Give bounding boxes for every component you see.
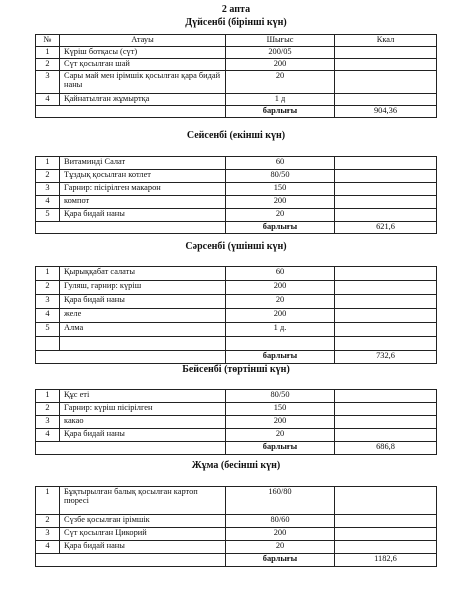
- day-title-monday: Дүйсенбі (бірінші күн): [185, 17, 287, 28]
- total-kcal: 904,36: [335, 106, 437, 118]
- total-spacer: [36, 222, 226, 234]
- dish-name: Алма: [60, 323, 226, 337]
- dish-name: Қара бидай наны: [60, 295, 226, 309]
- table-row: [36, 267, 437, 281]
- dish-kcal: [335, 196, 437, 209]
- row-number: 2: [36, 403, 60, 416]
- menu-table-wednesday: [35, 266, 437, 364]
- table-row: [36, 295, 437, 309]
- dish-name: Витаминді Салат: [60, 157, 226, 170]
- table-row: [36, 416, 437, 429]
- row-number: 1: [36, 487, 60, 515]
- dish-kcal: [335, 323, 437, 337]
- table-row: [36, 170, 437, 183]
- table-row: [36, 323, 437, 337]
- dish-output: 200: [226, 416, 335, 429]
- table-row: [36, 528, 437, 541]
- row-number: 4: [36, 196, 60, 209]
- total-kcal: 621,6: [335, 222, 437, 234]
- row-number: 5: [36, 323, 60, 337]
- col-header-output: Шығыс: [226, 35, 335, 47]
- dish-kcal: [335, 281, 437, 295]
- dish-kcal: [335, 429, 437, 442]
- dish-name: Гуляш, гарнир: күріш: [60, 281, 226, 295]
- dish-output: 20: [226, 429, 335, 442]
- dish-kcal: [335, 309, 437, 323]
- dish-output: 80/60: [226, 515, 335, 528]
- dish-name: Гарнир: күріш пісірілген: [60, 403, 226, 416]
- total-row: [36, 222, 437, 234]
- row-number: 4: [36, 429, 60, 442]
- day-title-thursday: Бейсенбі (төртінші күн): [182, 364, 290, 375]
- table-row: [36, 403, 437, 416]
- dish-kcal: [335, 515, 437, 528]
- dish-name: Қара бидай наны: [60, 541, 226, 554]
- table-row: [36, 309, 437, 323]
- total-label: барлығы: [226, 222, 335, 234]
- menu-table-friday: [35, 486, 437, 567]
- total-spacer: [36, 442, 226, 455]
- dish-output: 200/05: [226, 47, 335, 59]
- dish-name: Сүт қосылған шай: [60, 59, 226, 71]
- table-row: [36, 94, 437, 106]
- dish-output: 80/50: [226, 390, 335, 403]
- dish-output: 80/50: [226, 170, 335, 183]
- table-row: [36, 183, 437, 196]
- dish-output: 20: [226, 541, 335, 554]
- dish-name: Қара бидай наны: [60, 429, 226, 442]
- dish-kcal: [335, 487, 437, 515]
- total-row: [36, 106, 437, 118]
- dish-name: Қырыққабат салаты: [60, 267, 226, 281]
- row-number: 3: [36, 71, 60, 94]
- row-number: 3: [36, 183, 60, 196]
- col-header-number: №: [36, 35, 60, 47]
- total-kcal: 686,8: [335, 442, 437, 455]
- dish-kcal: [335, 416, 437, 429]
- dish-kcal: [335, 390, 437, 403]
- total-spacer: [36, 554, 226, 567]
- col-header-kcal: Ккал: [335, 35, 437, 47]
- dish-kcal: [335, 59, 437, 71]
- dish-name: Тұздық қосылған котлет: [60, 170, 226, 183]
- total-kcal: 732,6: [335, 351, 437, 364]
- dish-name: желе: [60, 309, 226, 323]
- row-number: 2: [36, 281, 60, 295]
- dish-name: Сары май мен ірімшік қосылған қара бидай наны: [60, 71, 226, 94]
- dish-kcal: [335, 157, 437, 170]
- dish-output: 60: [226, 157, 335, 170]
- table-row: [36, 59, 437, 71]
- row-number: 3: [36, 295, 60, 309]
- dish-output: 150: [226, 183, 335, 196]
- dish-kcal: [335, 541, 437, 554]
- dish-output: 150: [226, 403, 335, 416]
- table-row: [36, 71, 437, 94]
- dish-name: Гарнир: пісірілген макарон: [60, 183, 226, 196]
- dish-kcal: [335, 267, 437, 281]
- total-label: барлығы: [226, 351, 335, 364]
- dish-output: 1 д: [226, 94, 335, 106]
- dish-name: Бұқтырылған балық қосылған картоп пюресі: [60, 487, 226, 515]
- dish-output: 200: [226, 196, 335, 209]
- dish-output: 200: [226, 59, 335, 71]
- day-title-tuesday: Сейсенбі (екінші күн): [186, 130, 286, 141]
- dish-output: 200: [226, 309, 335, 323]
- table-header-row: [36, 35, 437, 47]
- table-row: [36, 281, 437, 295]
- row-number: 4: [36, 94, 60, 106]
- total-row: [36, 351, 437, 364]
- dish-kcal: [335, 295, 437, 309]
- table-row: [36, 209, 437, 222]
- table-row: [36, 487, 437, 515]
- menu-table-monday: [35, 34, 437, 118]
- dish-output: 160/80: [226, 487, 335, 515]
- dish-output: 1 д.: [226, 323, 335, 337]
- total-spacer: [36, 106, 226, 118]
- table-row: [36, 429, 437, 442]
- total-row: [36, 554, 437, 567]
- row-number: 1: [36, 157, 60, 170]
- dish-kcal: [335, 403, 437, 416]
- dish-kcal: [335, 183, 437, 196]
- row-number: 2: [36, 515, 60, 528]
- menu-table-thursday: [35, 389, 437, 455]
- total-label: барлығы: [226, 554, 335, 567]
- total-kcal: 1182,6: [335, 554, 437, 567]
- dish-name: Күріш ботқасы (сүт): [60, 47, 226, 59]
- dish-name: Сүзбе қосылған ірімшік: [60, 515, 226, 528]
- row-number: 1: [36, 390, 60, 403]
- week-title: 2 апта: [221, 4, 251, 15]
- dish-output: 20: [226, 295, 335, 309]
- dish-name: Сүт қосылған Цикорий: [60, 528, 226, 541]
- table-row: [36, 390, 437, 403]
- dish-output: 20: [226, 71, 335, 94]
- total-label: барлығы: [226, 106, 335, 118]
- row-number: 4: [36, 309, 60, 323]
- row-number: 1: [36, 47, 60, 59]
- table-row: [36, 196, 437, 209]
- dish-name: Қайнатылған жұмыртқа: [60, 94, 226, 106]
- dish-output: 200: [226, 281, 335, 295]
- total-label: барлығы: [226, 442, 335, 455]
- total-row: [36, 442, 437, 455]
- total-spacer: [36, 351, 226, 364]
- menu-table-tuesday: [35, 156, 437, 234]
- dish-output: 20: [226, 209, 335, 222]
- row-number: 2: [36, 59, 60, 71]
- table-row: [36, 515, 437, 528]
- row-number: 1: [36, 267, 60, 281]
- dish-kcal: [335, 71, 437, 94]
- table-row: [36, 157, 437, 170]
- col-header-name: Атауы: [60, 35, 226, 47]
- dish-kcal: [335, 170, 437, 183]
- dish-kcal: [335, 528, 437, 541]
- dish-output: 200: [226, 528, 335, 541]
- day-title-wednesday: Сәрсенбі (үшінші күн): [185, 241, 287, 252]
- dish-name: какао: [60, 416, 226, 429]
- table-row: [36, 47, 437, 59]
- row-number: 5: [36, 209, 60, 222]
- dish-kcal: [335, 209, 437, 222]
- row-number: 3: [36, 416, 60, 429]
- day-title-friday: Жұма (бесінші күн): [191, 460, 281, 471]
- dish-kcal: [335, 47, 437, 59]
- dish-name: компот: [60, 196, 226, 209]
- dish-kcal: [335, 94, 437, 106]
- table-row-empty: [36, 337, 437, 351]
- row-number: 2: [36, 170, 60, 183]
- dish-name: Құс еті: [60, 390, 226, 403]
- dish-output: 60: [226, 267, 335, 281]
- row-number: 4: [36, 541, 60, 554]
- table-row: [36, 541, 437, 554]
- row-number: 3: [36, 528, 60, 541]
- dish-name: Қара бидай наны: [60, 209, 226, 222]
